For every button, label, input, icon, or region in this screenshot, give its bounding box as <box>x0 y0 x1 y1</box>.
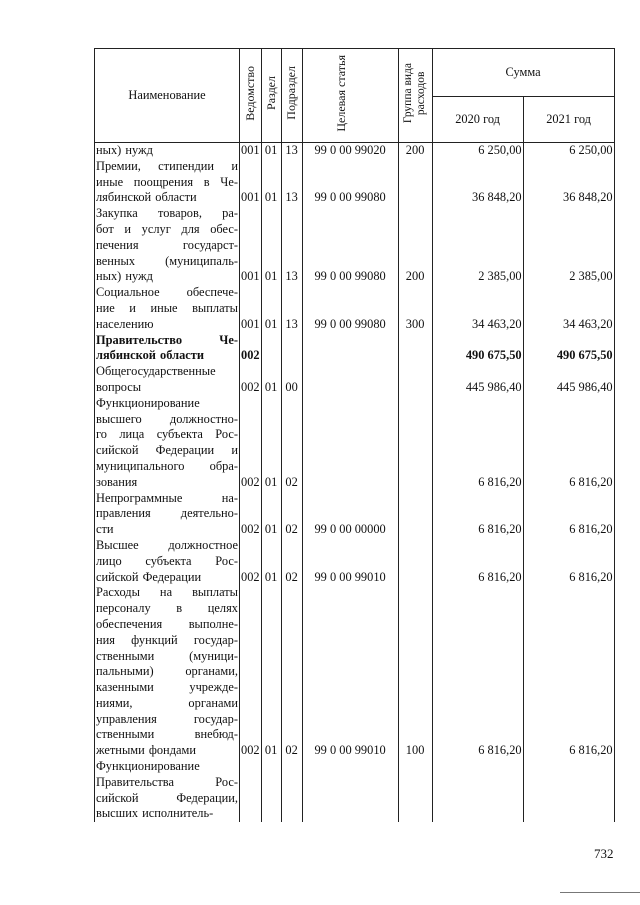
cell-sum-2021: 6 250,00 <box>523 143 614 159</box>
cell-subsection <box>281 333 302 365</box>
cell-section: 01 <box>261 396 281 491</box>
cell-expense-group <box>398 364 432 396</box>
cell-name-line: Правительства Рос- <box>96 774 238 789</box>
footer-divider <box>560 892 640 893</box>
cell-department: 001 <box>241 143 260 157</box>
cell-name <box>95 364 240 396</box>
cell-target-article <box>302 333 398 365</box>
cell-name-line: иные поощрения в Че- <box>96 174 238 189</box>
cell-sum-2021: 445 986,40 <box>523 364 614 396</box>
cell-expense-group: 200 <box>398 206 432 285</box>
header-year-2021 <box>523 97 614 143</box>
cell-name-line: ния функций государ- <box>96 632 238 647</box>
cell-name-line: Социальное обеспече- <box>96 285 238 300</box>
cell-name <box>95 491 240 538</box>
header-year1-label: 2020 год <box>455 111 500 126</box>
cell-target-article <box>302 759 398 822</box>
cell-name-line: обеспечения выполне- <box>96 616 238 631</box>
cell-name-line: печения государст- <box>96 237 238 252</box>
cell-name-line: казенными учрежде- <box>96 680 238 695</box>
cell-name-line: лябинской области <box>96 348 204 363</box>
cell-subsection: 13 <box>281 159 302 206</box>
table-body <box>95 143 615 823</box>
cell-expense-group: 200 <box>398 143 432 159</box>
table-row <box>95 143 615 159</box>
cell-name-line: бот и услуг для обес- <box>96 221 238 236</box>
header-expense-group-label <box>402 63 428 123</box>
cell-name-line: ственными внебюд- <box>96 727 238 742</box>
cell-name <box>95 396 240 491</box>
cell-target-article: 99 0 00 00000 <box>302 491 398 538</box>
cell-name-line: Высшее должностное <box>96 537 238 552</box>
table-row <box>95 333 615 365</box>
table-row <box>95 538 615 585</box>
cell-name-line: вопросы <box>96 379 142 394</box>
cell-name-line: сийской Федерации, <box>96 790 238 805</box>
cell-name <box>95 159 240 206</box>
cell-sum-2021: 6 816,20 <box>523 585 614 759</box>
cell-target-article: 99 0 00 99080 <box>302 206 398 285</box>
cell-target-article: 99 0 00 99080 <box>302 285 398 332</box>
cell-name-line: Закупка товаров, ра- <box>96 206 238 221</box>
cell-department: 002 <box>240 364 262 396</box>
header-sum <box>432 49 614 97</box>
cell-name-line: ние и иные выплаты <box>96 300 238 315</box>
cell-name <box>95 206 240 285</box>
table-row <box>95 396 615 491</box>
cell-name-line: лябинской области <box>96 190 197 205</box>
cell-sum-2020: 6 816,20 <box>432 585 523 759</box>
cell-subsection: 13 <box>281 285 302 332</box>
cell-target-article: 99 0 00 99010 <box>302 585 398 759</box>
cell-name <box>95 143 240 159</box>
cell-name-line: высшего должностно- <box>96 411 238 426</box>
cell-subsection: 13 <box>281 143 302 159</box>
cell-name-line: Функционирование <box>96 759 200 774</box>
cell-subsection <box>281 759 302 822</box>
header-target-article-label: Целевая статья <box>334 54 349 132</box>
cell-name-line: Премии, стипендии и <box>96 158 238 173</box>
cell-sum-2020 <box>432 759 523 822</box>
cell-name-line: сти <box>96 522 114 537</box>
cell-department: 002 <box>240 538 262 585</box>
header-subsection <box>281 49 302 143</box>
cell-expense-group: 300 <box>398 285 432 332</box>
cell-name-line: ных) нужд <box>96 143 153 157</box>
cell-expense-group <box>398 333 432 365</box>
cell-expense-group <box>398 159 432 206</box>
table-row <box>95 285 615 332</box>
cell-name <box>95 285 240 332</box>
cell-name-line: пальными) органами, <box>96 664 238 679</box>
page-number: 732 <box>594 846 614 861</box>
cell-department: 002 <box>240 333 262 365</box>
cell-sum-2020: 36 848,20 <box>432 159 523 206</box>
cell-expense-group <box>398 759 432 822</box>
cell-name <box>95 538 240 585</box>
table-header <box>95 49 615 143</box>
header-target-article <box>302 49 398 143</box>
budget-table <box>94 48 615 822</box>
cell-name-line: лицо субъекта Рос- <box>96 553 238 568</box>
cell-name-line: Функционирование <box>96 395 200 410</box>
cell-expense-group: 100 <box>398 585 432 759</box>
cell-name <box>95 759 240 822</box>
cell-target-article: 99 0 00 99010 <box>302 538 398 585</box>
cell-section: 01 <box>261 206 281 285</box>
cell-sum-2021 <box>523 759 614 822</box>
cell-name-line: сийской Федерации <box>96 569 202 584</box>
cell-name-line: населению <box>96 316 154 331</box>
cell-sum-2020: 6 816,20 <box>432 538 523 585</box>
cell-department: 001 <box>240 285 262 332</box>
cell-name-line: Непрограммные на- <box>96 490 238 505</box>
header-expense-group <box>398 49 432 143</box>
cell-sum-2020: 6 816,20 <box>432 396 523 491</box>
cell-section: 01 <box>261 143 281 159</box>
cell-name-line: муниципального обра- <box>96 458 238 473</box>
cell-section: 01 <box>261 159 281 206</box>
cell-name-line: высших исполнитель- <box>96 806 214 821</box>
cell-name-line: ных) нужд <box>96 269 153 284</box>
cell-name-line: го лица субъекта Рос- <box>96 427 238 442</box>
cell-sum-2020: 34 463,20 <box>432 285 523 332</box>
cell-section <box>261 759 281 822</box>
cell-expense-group <box>398 396 432 491</box>
cell-name-line: ственными (муници- <box>96 648 238 663</box>
cell-target-article <box>302 396 398 491</box>
cell-expense-group <box>398 491 432 538</box>
cell-section: 01 <box>261 285 281 332</box>
cell-section: 01 <box>261 364 281 396</box>
header-year-2020 <box>432 97 523 143</box>
cell-department: 002 <box>240 396 262 491</box>
cell-name-line: управления государ- <box>96 711 238 726</box>
cell-target-article: 99 0 00 99020 <box>302 143 398 159</box>
cell-name-line: персоналу в целях <box>96 601 238 616</box>
cell-department: 002 <box>240 585 262 759</box>
cell-sum-2021: 34 463,20 <box>523 285 614 332</box>
cell-subsection: 02 <box>281 491 302 538</box>
cell-sum-2020: 490 675,50 <box>432 333 523 365</box>
cell-name-line: Правительство Че- <box>96 332 238 347</box>
cell-section: 01 <box>261 491 281 538</box>
cell-section <box>261 333 281 365</box>
header-name-label: Наименование <box>128 87 206 102</box>
cell-expense-group <box>398 538 432 585</box>
cell-section: 01 <box>261 585 281 759</box>
header-name <box>95 49 240 143</box>
cell-sum-2020: 445 986,40 <box>432 364 523 396</box>
cell-sum-2021: 36 848,20 <box>523 159 614 206</box>
header-department <box>240 49 262 143</box>
cell-sum-2021: 2 385,00 <box>523 206 614 285</box>
cell-name-line: венных (муниципаль- <box>96 253 238 268</box>
cell-department <box>240 759 262 822</box>
cell-target-article <box>302 364 398 396</box>
cell-subsection: 02 <box>281 396 302 491</box>
header-section <box>261 49 281 143</box>
cell-name <box>95 585 240 759</box>
cell-name-line: зования <box>96 474 138 489</box>
cell-department: 002 <box>240 491 262 538</box>
cell-subsection: 02 <box>281 585 302 759</box>
cell-subsection: 00 <box>281 364 302 396</box>
table-row <box>95 585 615 759</box>
cell-name-line: сийской Федерации и <box>96 443 238 458</box>
cell-name-line: жетными фондами <box>96 743 196 758</box>
header-expense-group-line2: расходов <box>415 71 428 115</box>
cell-sum-2021: 490 675,50 <box>523 333 614 365</box>
cell-sum-2020: 6 250,00 <box>432 143 523 159</box>
table-row <box>95 364 615 396</box>
table-row <box>95 759 615 822</box>
table-row <box>95 491 615 538</box>
cell-subsection: 02 <box>281 538 302 585</box>
cell-sum-2021: 6 816,20 <box>523 538 614 585</box>
cell-subsection: 13 <box>281 206 302 285</box>
header-section-label: Раздел <box>263 76 278 111</box>
cell-name <box>95 333 240 365</box>
cell-sum-2021: 6 816,20 <box>523 491 614 538</box>
cell-name-line: Расходы на выплаты <box>96 585 238 600</box>
table-row <box>95 159 615 206</box>
cell-name-line: Общегосударственные <box>96 364 216 379</box>
cell-name-line: ниями, органами <box>96 695 238 710</box>
cell-sum-2021: 6 816,20 <box>523 396 614 491</box>
table-row <box>95 206 615 285</box>
cell-sum-2020: 6 816,20 <box>432 491 523 538</box>
header-department-label: Ведомство <box>242 65 257 121</box>
header-subsection-label: Подраздел <box>284 66 299 120</box>
cell-sum-2020: 2 385,00 <box>432 206 523 285</box>
cell-name-line: правления деятельно- <box>96 506 238 521</box>
header-sum-label: Сумма <box>505 64 541 79</box>
cell-section: 01 <box>261 538 281 585</box>
header-expense-group-line1: Группа вида <box>402 63 415 124</box>
cell-department: 001 <box>240 206 262 285</box>
cell-department: 001 <box>240 159 262 206</box>
header-year2-label: 2021 год <box>546 111 591 126</box>
cell-target-article: 99 0 00 99080 <box>302 159 398 206</box>
